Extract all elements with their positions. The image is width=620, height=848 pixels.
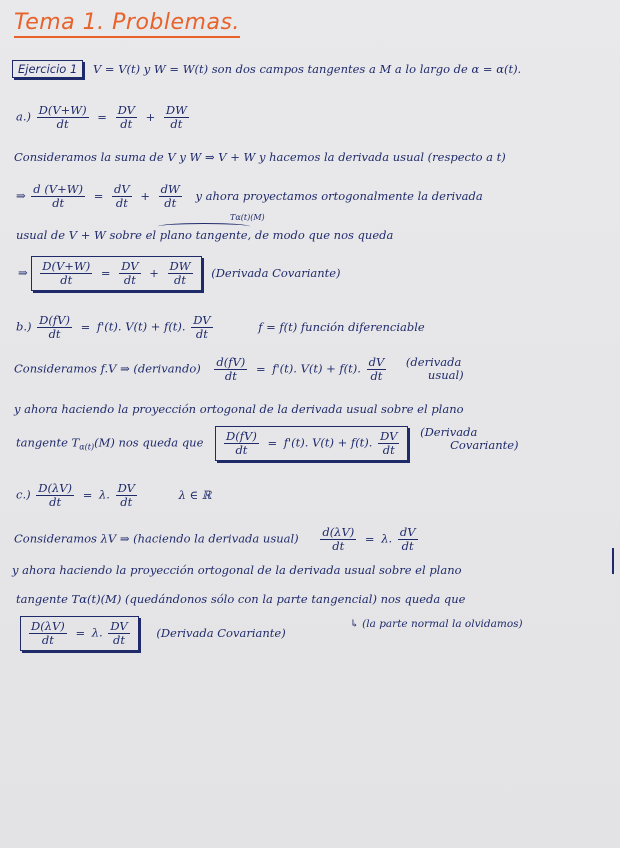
normal-part-note: ↳ (la parte normal la olvidamos)	[350, 618, 523, 630]
covariant-note: (Derivada Covariante)	[156, 625, 286, 640]
part-b-line3	[16, 426, 519, 461]
denominator: dt	[401, 539, 414, 553]
covariant-derivative-box	[31, 256, 201, 291]
equals-sign: =	[364, 531, 375, 546]
numerator: DW	[165, 103, 187, 117]
tangent-space-label: Tα(t)(M)	[230, 213, 265, 222]
part-a-line1: Consideramos la suma de V y W ⇒ V + W y hacemos la derivada usual (respecto a t)	[14, 150, 506, 164]
part-c-label: c.)	[16, 487, 31, 502]
equals-sign: =	[93, 188, 104, 203]
numerator: DV	[117, 103, 135, 117]
part-b-line3-start: tangente T	[16, 435, 80, 450]
denominator: dt	[235, 443, 248, 457]
lambda-coefficient: λ.	[91, 625, 103, 640]
part-b-line1-text: Consideramos f.V ⇒ (derivando)	[14, 361, 201, 376]
note-line: (Derivada	[420, 425, 478, 439]
fraction	[31, 183, 85, 210]
denominator: dt	[332, 539, 345, 553]
lambda-coefficient: λ.	[99, 487, 110, 502]
covariant-derivative-box	[20, 616, 139, 651]
denominator: dt	[41, 633, 54, 647]
numerator: d (V+W)	[33, 182, 84, 196]
denominator: dt	[120, 117, 133, 131]
fraction	[378, 430, 399, 457]
implies-arrow: ⇒	[18, 265, 28, 280]
denominator: dt	[174, 273, 187, 287]
numerator: DV	[110, 619, 128, 633]
usual-derivative-note	[406, 356, 464, 382]
equals-sign: =	[267, 435, 278, 450]
part-b-line2: y ahora haciendo la proyección ortogonal de la derivada usual sobre el plano	[14, 402, 464, 416]
exercise-statement-line	[12, 60, 521, 78]
part-a-label: a.)	[16, 109, 31, 124]
equals-sign: =	[75, 625, 86, 640]
exercise-statement: V = V(t) y W = W(t) son dos campos tangentes a M a lo largo de α = α(t).	[92, 62, 522, 76]
part-c-result	[20, 616, 286, 651]
part-c-equation	[16, 482, 211, 509]
denominator: dt	[164, 196, 177, 210]
part-a-line3-end: , de modo que nos queda	[247, 228, 394, 242]
numerator: DV	[117, 481, 135, 495]
part-c-line1-text: Consideramos λV ⇒ (haciendo la derivada usual)	[14, 531, 299, 546]
fraction	[29, 620, 67, 647]
numerator: d(fV)	[216, 355, 246, 369]
fraction	[37, 104, 89, 131]
denominator: dt	[123, 273, 136, 287]
fraction	[116, 104, 137, 131]
denominator: dt	[49, 495, 62, 509]
part-c-line1	[14, 526, 420, 553]
fraction	[224, 430, 259, 457]
plus-sign: +	[140, 188, 150, 203]
box-rhs: f'(t). V(t) + f(t).	[283, 435, 373, 450]
denominator: dt	[120, 495, 133, 509]
lambda-real-note: λ ∈ ℝ	[178, 487, 212, 502]
note-line: Covariante)	[450, 438, 519, 452]
plano-tangente-text: plano tangente	[159, 228, 248, 242]
plus-sign: +	[149, 265, 159, 280]
part-b-label: b.)	[16, 319, 32, 334]
numerator: DV	[193, 313, 211, 327]
part-c-line3: tangente Tα(t)(M) (quedándonos sólo con la parte tangencial) nos queda que	[16, 592, 466, 606]
numerator: D(λV)	[31, 619, 65, 633]
fraction	[168, 260, 193, 287]
margin-mark	[612, 548, 614, 574]
note-line: (derivada	[405, 355, 462, 369]
fraction	[116, 482, 137, 509]
denominator: dt	[60, 273, 73, 287]
numerator: dW	[160, 182, 180, 196]
fraction	[36, 482, 74, 509]
part-a-result	[18, 256, 341, 291]
numerator: DV	[121, 259, 139, 273]
exercise-label: Ejercicio 1	[12, 60, 83, 78]
part-b-line1	[14, 356, 464, 383]
fraction	[214, 356, 247, 383]
fraction	[164, 104, 189, 131]
plus-sign: +	[145, 109, 156, 124]
product-rule-rhs: f'(t). V(t) + f(t).	[96, 319, 186, 334]
page-title: Tema 1. Problemas.	[14, 10, 240, 38]
denominator: dt	[56, 117, 69, 131]
numerator: D(V+W)	[42, 259, 91, 273]
denominator: dt	[115, 196, 128, 210]
part-b-equation	[16, 314, 425, 341]
implies-arrow: ⇒	[16, 188, 26, 203]
lambda-coefficient: λ.	[381, 531, 393, 546]
part-c-line2: y ahora haciendo la proyección ortogonal de la derivada usual sobre el plano	[12, 563, 462, 577]
covariant-note: (Derivada Covariante)	[211, 265, 341, 280]
part-a-line2-text: y ahora proyectamos ortogonalmente la derivada	[195, 188, 483, 203]
function-note: f = f(t) función diferenciable	[258, 319, 425, 334]
denominator: dt	[52, 196, 65, 210]
fraction	[367, 356, 387, 383]
note-line: usual)	[427, 368, 464, 382]
part-b-line3-end: (M) nos queda que	[94, 435, 204, 450]
equals-sign: =	[255, 361, 266, 376]
covariant-derivative-box	[215, 426, 408, 461]
numerator: d(λV)	[322, 525, 355, 539]
numerator: dV	[399, 525, 416, 539]
fraction	[191, 314, 212, 341]
part-a-line3-start: usual de V + W sobre el	[16, 228, 157, 242]
equals-sign: =	[80, 319, 91, 334]
denominator: dt	[370, 369, 383, 383]
part-a-line2	[16, 183, 483, 210]
denominator: dt	[382, 443, 395, 457]
equals-sign: =	[82, 487, 93, 502]
numerator: D(λV)	[38, 481, 73, 495]
fraction	[320, 526, 356, 553]
numerator: dV	[114, 182, 130, 196]
denominator: dt	[224, 369, 237, 383]
denominator: dt	[48, 327, 61, 341]
part-a-equation	[16, 104, 191, 131]
fraction	[108, 620, 129, 647]
numerator: D(fV)	[39, 313, 70, 327]
fraction	[398, 526, 418, 553]
numerator: D(V+W)	[38, 103, 87, 117]
fraction	[40, 260, 92, 287]
derivative-rhs: f'(t). V(t) + f(t).	[272, 361, 361, 376]
fraction	[37, 314, 72, 341]
fraction	[112, 183, 132, 210]
fraction	[159, 183, 182, 210]
part-a-line3	[16, 228, 393, 242]
equals-sign: =	[100, 265, 111, 280]
numerator: DW	[169, 259, 191, 273]
denominator: dt	[195, 327, 208, 341]
denominator: dt	[170, 117, 183, 131]
fraction	[119, 260, 140, 287]
numerator: D(fV)	[226, 429, 257, 443]
equals-sign: =	[97, 109, 107, 124]
numerator: dV	[368, 355, 385, 369]
covariant-note	[420, 426, 518, 452]
numerator: DV	[380, 429, 398, 443]
denominator: dt	[113, 633, 126, 647]
subscript: α(t)	[79, 442, 95, 452]
